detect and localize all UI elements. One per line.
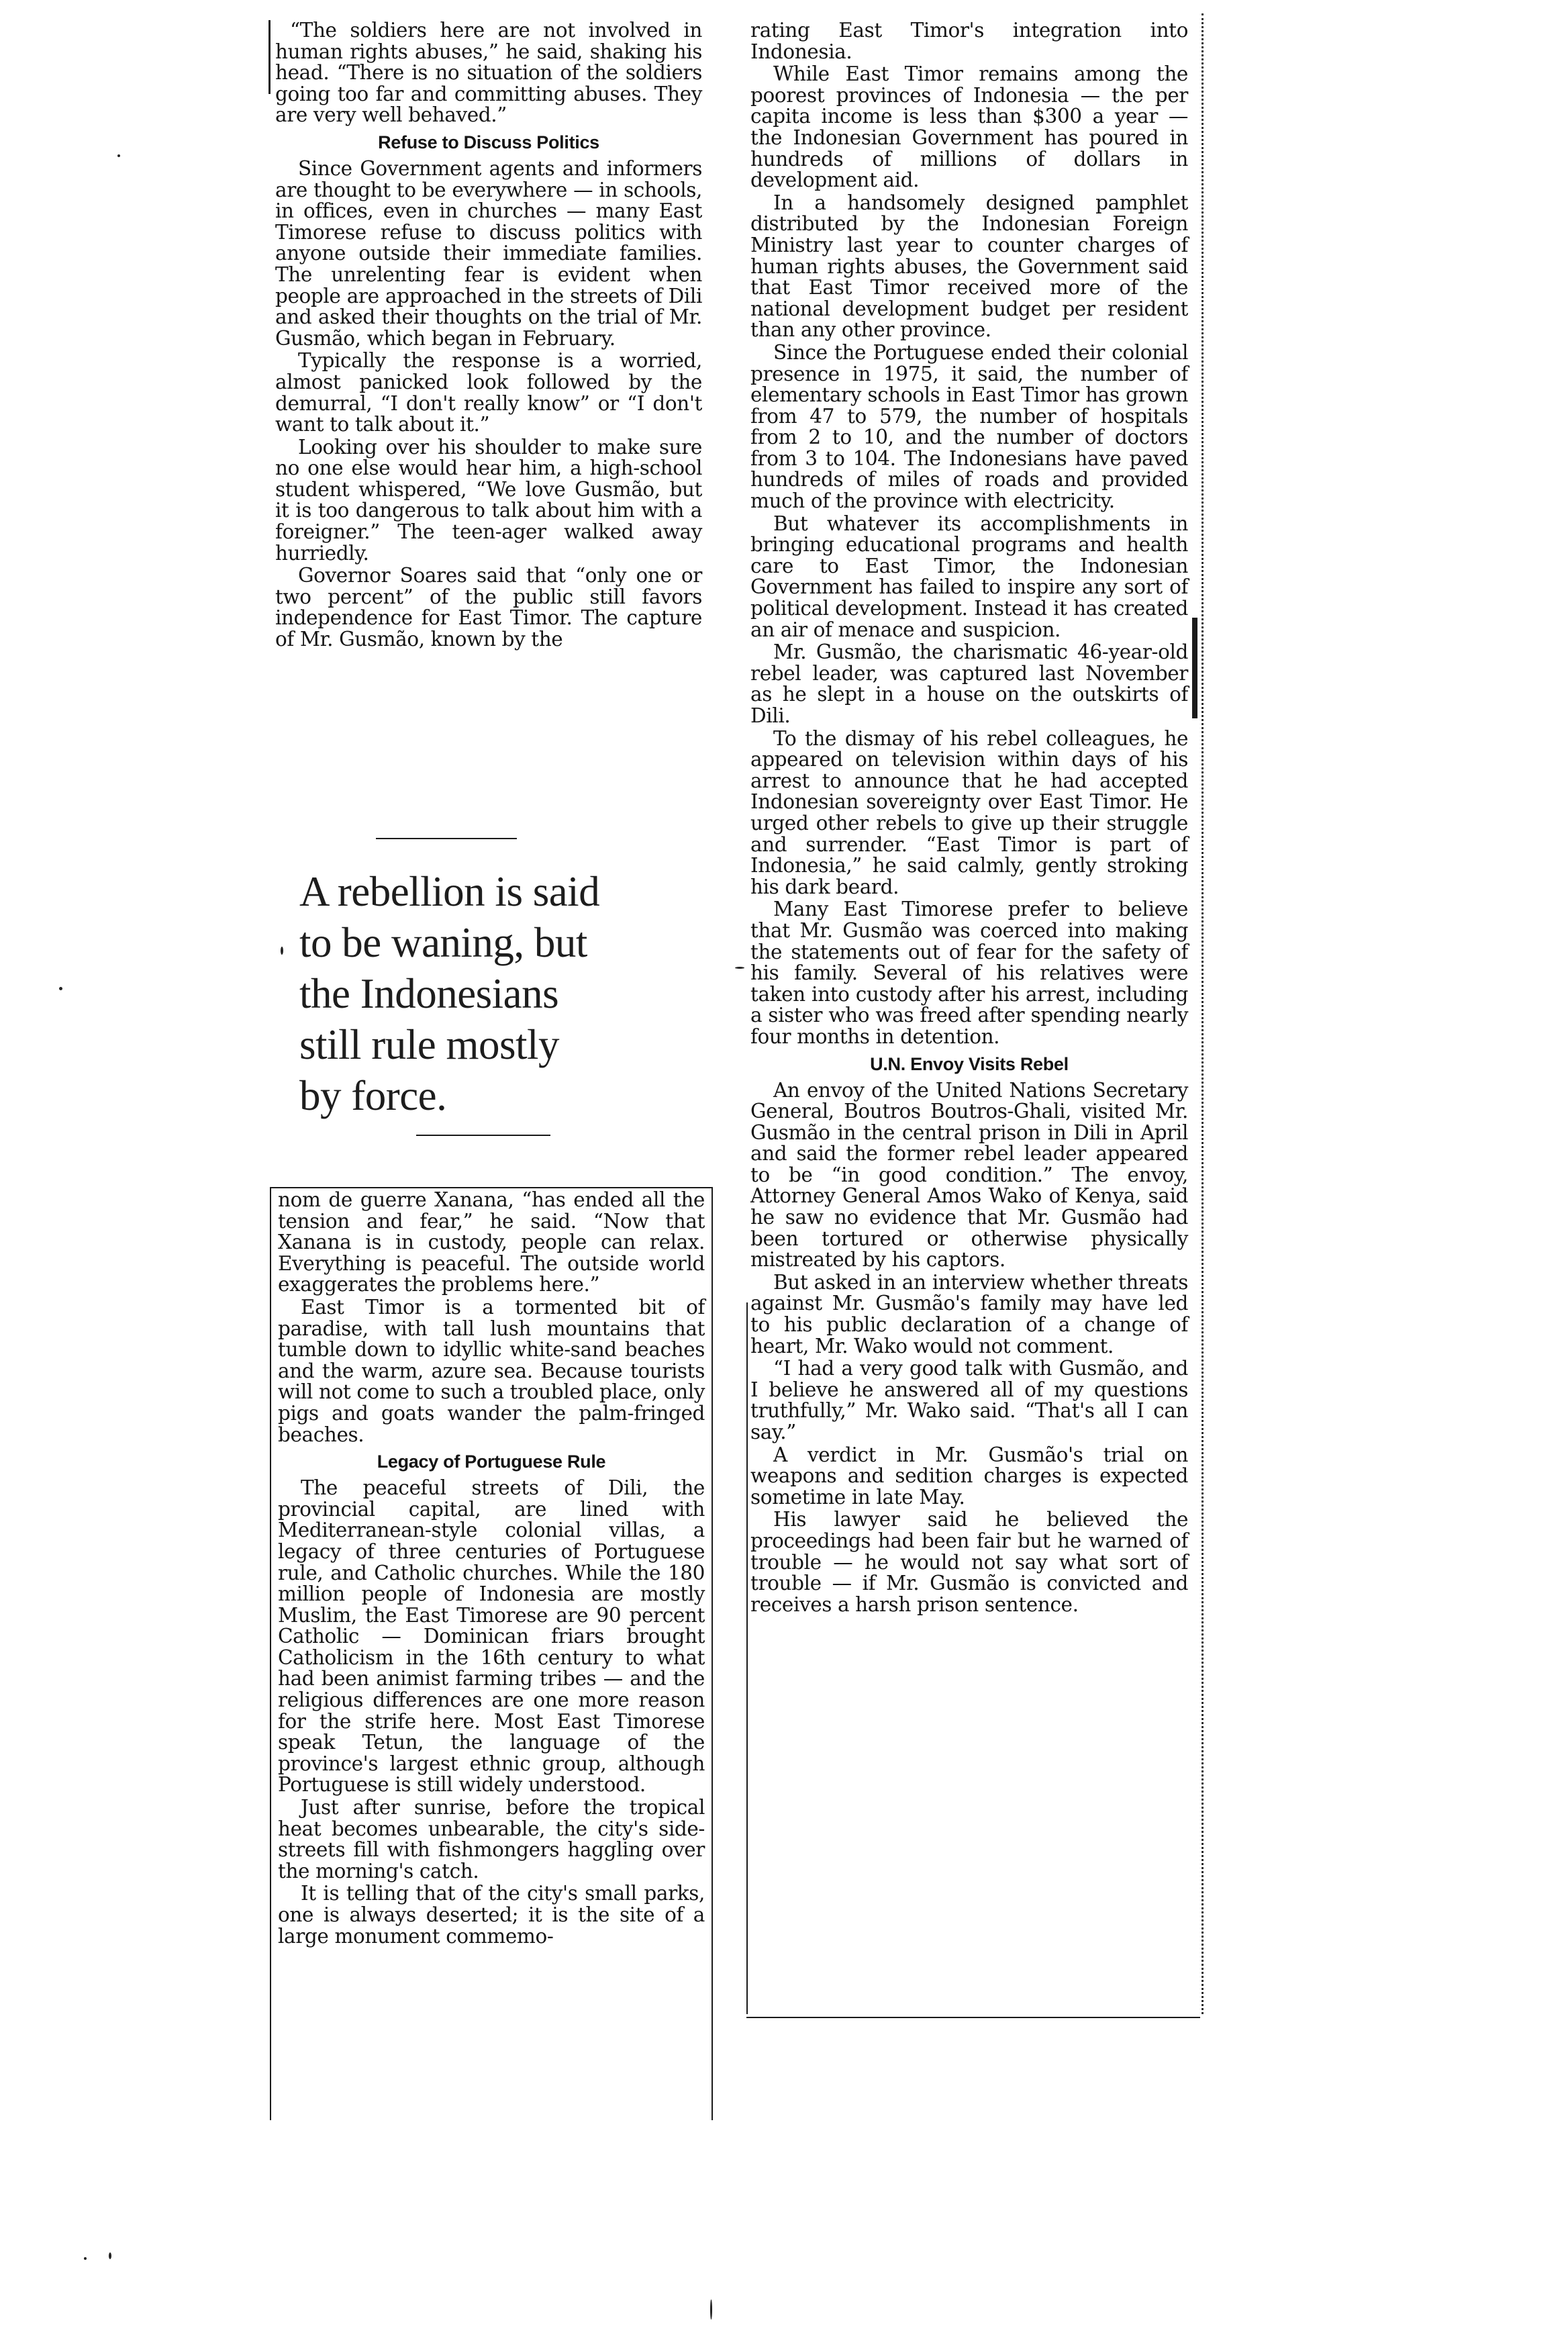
article-paragraph: The peaceful streets of Dili, the provincial capital, are lined with Mediterranean-style colonial villas, a legacy of three centuries of Portuguese rule, and Catholic churches. While the 180 million people of Indonesia are mostly Muslim, the East Timorese are 90 percent Catholic — Dominican friars brought Catholicism in the 16th century to what had been animist farming tribes — and the religious differences are one more reason for the strife here. Most East Timorese speak Tetun, the language of the province's largest ethnic group, although Portuguese is still widely understood.: [278, 1476, 705, 1797]
article-paragraph: To the dismay of his rebel colleagues, he appeared on television within days of his arrest to announce that he had accepted Indonesian sovereignty over East Timor. He urged other rebels to give up their struggle and surrender. “East Timor is part of Indonesia,” he said calmly, gently stroking his dark beard.: [750, 726, 1188, 898]
article-paragraph: Just after sunrise, before the tropical heat becomes unbearable, the city's side-streets fill with fishmongers haggling over the morning's catch.: [278, 1796, 705, 1883]
article-paragraph: Looking over his shoulder to make sure no one else would hear him, a high-school student whispered, “We love Gusmão, but it is too dangerous to talk about him with a foreigner.” The teen-ager walked away hurriedly.: [275, 435, 702, 565]
box-left-border: [270, 1187, 271, 2120]
pull-quote-line: to be waning, but: [299, 919, 587, 966]
scan-speck: [59, 987, 62, 990]
article-paragraph: Since the Portuguese ended their colonial presence in 1975, it said, the number of elementary schools in East Timor has grown from 47 to 579, the number of hospitals from 2 to 10, and the number of doctors from 3 to 104. The Indonesians have paved hundreds of miles of roads and provided much of the province with electricity.: [750, 340, 1188, 513]
pull-quote-rule-top: [376, 838, 517, 839]
article-paragraph: Many East Timorese prefer to believe that Mr. Gusmão was coerced into making the statements out of fear for the safety of his family. Several of his relatives were taken into custody after his arrest, including a sister who was freed after spending nearly four months in detention.: [750, 898, 1188, 1048]
subhead-portuguese-rule: Legacy of Portuguese Rule: [377, 1452, 606, 1472]
column-2: [750, 20, 1188, 1617]
pull-quote-line: still rule mostly: [299, 1021, 560, 1068]
pull-quote-line: the Indonesians: [299, 970, 559, 1017]
scan-edge-bar: [1192, 618, 1197, 718]
scan-speck: [710, 2299, 712, 2320]
column-edge-mark: [268, 20, 271, 94]
box-bottom-border-col2: [746, 2017, 1200, 2018]
article-paragraph: “The soldiers here are not involved in human rights abuses,” he said, shaking his head. “There is no situation of the soldiers going too far and committing abuses. They are very well behaved.”: [275, 19, 702, 127]
article-paragraph: In a handsomely designed pamphlet distributed by the Indonesian Foreign Ministry last year to counter charges of human rights abuses, the Government said that East Timor received more of the national development budget per resident than any other province.: [750, 191, 1188, 342]
article-paragraph: East Timor is a tormented bit of paradise, with tall lush mountains that tumble down to idyllic white-sand beaches and the warm, azure sea. Because tourists will not come to such a troubled place, only pigs and goats wander the palm-fringed beaches.: [278, 1295, 705, 1446]
article-paragraph: A verdict in Mr. Gusmão's trial on weapons and sedition charges is expected sometime in late May.: [750, 1443, 1188, 1509]
article-paragraph: His lawyer said he believed the proceedings had been fair but he warned of trouble — he would not say what sort of trouble — if Mr. Gusmão is convicted and receives a harsh prison sentence.: [750, 1508, 1188, 1616]
article-paragraph: But asked in an interview whether threats against Mr. Gusmão's family may have led to his public declaration of a change of heart, Mr. Wako would not comment.: [750, 1270, 1188, 1358]
article-paragraph: It is telling that of the city's small parks, one is always deserted; it is the site of a large monument commemo-: [278, 1882, 705, 1948]
article-paragraph: “I had a very good talk with Gusmão, and I believe he answered all of my questions truthfully,” Mr. Wako said. “That's all I can say.”: [750, 1357, 1188, 1443]
scan-speck: [84, 2257, 87, 2260]
scan-speck: [117, 154, 120, 157]
article-paragraph: nom de guerre Xanana, “has ended all the tension and fear,” he said. “Now that Xanana is in custody, people can relax. Everything is peaceful. The outside world exaggerates the problems here.”: [278, 1188, 705, 1296]
subhead-un-envoy: U.N. Envoy Visits Rebel: [870, 1053, 1069, 1074]
subhead-refuse-politics: Refuse to Discuss Politics: [378, 132, 599, 152]
box-right-border: [712, 1187, 713, 2120]
pull-quote: [299, 866, 695, 1121]
scan-speck: [281, 947, 283, 955]
article-paragraph: Governor Soares said that “only one or two percent” of the public still favors independence for East Timor. The capture of Mr. Gusmão, known by the: [275, 564, 702, 651]
article-paragraph: Since Government agents and informers are thought to be everywhere — in schools, in offices, even in churches — many East Timorese refuse to discuss politics with anyone outside their immediate families. The unrelenting fear is evident when people are approached in the streets of Dili and asked their thoughts on the trial of Mr. Gusmão, which began in February.: [275, 156, 702, 350]
scan-edge-dots: [1202, 13, 1209, 2014]
scan-speck: [735, 967, 744, 969]
article-paragraph: While East Timor remains among the poorest provinces of Indonesia — the per capita income is less than $300 a year — the Indonesian Government has poured in hundreds of millions of dollars in development aid.: [750, 62, 1188, 192]
column-1-bottom: [278, 1190, 705, 1948]
box-left-border-col2: [746, 1302, 748, 2014]
article-paragraph: Mr. Gusmão, the charismatic 46-year-old rebel leader, was captured last November as he slept in a house on the outskirts of Dili.: [750, 640, 1188, 727]
article-paragraph: But whatever its accomplishments in bringing educational programs and health care to East Timor, the Indonesian Government has failed to inspire any sort of political development. Instead it has created an air of menace and suspicion.: [750, 512, 1188, 641]
pull-quote-line: A rebellion is said: [299, 868, 600, 915]
article-paragraph: An envoy of the United Nations Secretary General, Boutros Boutros-Ghali, visited Mr. Gusmão in the central prison in Dili in April and said the former rebel leader appeared to be “in good condition.” The envoy, Attorney General Amos Wako of Kenya, said he saw no evidence that Mr. Gusmão had been tortured or otherwise physically mistreated by his captors.: [750, 1078, 1188, 1272]
article-paragraph: Typically the response is a worried, almost panicked look followed by the demurral, “I don't really know” or “I don't want to talk about it.”: [275, 349, 702, 436]
pull-quote-line: by force.: [299, 1072, 447, 1119]
article-paragraph: rating East Timor's integration into Indonesia.: [750, 19, 1188, 63]
pull-quote-rule-bottom: [416, 1135, 550, 1136]
column-1-top: [275, 20, 702, 652]
scan-speck: [109, 2252, 111, 2259]
